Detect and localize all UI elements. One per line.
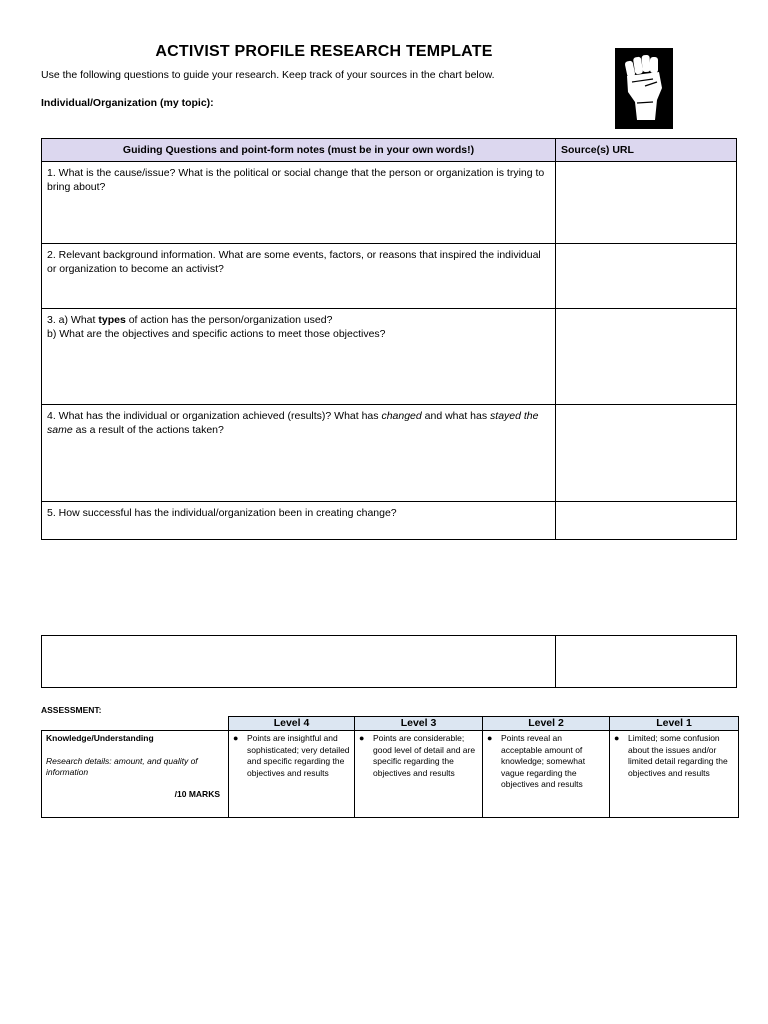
question-1-cell[interactable] [42,162,556,244]
question-2: 2. Relevant background information. What are some events, factors, or reasons that inspired the individual or organization to become an activist? [47,249,541,275]
col-header-questions: Guiding Questions and point-form notes (must be in your own words!) [42,139,556,162]
level-3-descriptor [355,731,483,818]
intro-text: Use the following questions to guide your research. Keep track of your sources in the chart below. [41,69,495,81]
level-2-descriptor [483,731,610,818]
question-4-e: as a result of the actions taken? [72,424,224,436]
page-title: ACTIVIST PROFILE RESEARCH TEMPLATE [155,43,493,60]
questions-table [41,138,737,540]
source-3-cell[interactable] [556,309,737,405]
question-3b: b) What are the objectives and specific actions to meet those objectives? [47,328,386,340]
question-5: 5. How successful has the individual/organization been in creating change? [47,507,397,519]
bullet-icon: ● [233,733,239,743]
bullet-icon: ● [614,733,620,743]
assessment-rubric [41,716,739,818]
level-4-text: Points are insightful and sophisticated; very detailed and specific regarding the objectives and results [247,733,350,778]
source-4-cell[interactable] [556,405,737,502]
question-3-cell[interactable] [42,309,556,405]
continuation-source-cell[interactable] [556,636,737,688]
level-4-header: Level 4 [229,717,355,731]
question-4-b: changed [381,410,422,422]
question-4-a: 4. What has the individual or organization achieved (results)? What has [47,410,382,422]
criterion-title: Knowledge/Understanding [46,733,154,743]
col-header-sources: Source(s) URL [556,139,737,162]
question-3a-pre: 3. a) What [47,314,99,326]
question-4-c: and what has [421,410,491,422]
question-3a-post: of action has the person/organization used? [125,314,333,326]
question-2-cell[interactable] [42,244,556,309]
rubric-corner [42,717,229,731]
level-1-text: Limited; some confusion about the issues and/or limited detail regarding the objectives and results [628,733,728,778]
criterion-subtitle: Research details: amount, and quality of information [46,755,198,777]
question-1: 1. What is the cause/issue? What is the political or social change that the person or organization is trying to bring about? [47,167,545,193]
level-2-text: Points reveal an acceptable amount of knowledge; somewhat vague regarding the objectives and results [501,733,586,789]
source-2-cell[interactable] [556,244,737,309]
level-2-header: Level 2 [483,717,610,731]
level-1-header: Level 1 [610,717,739,731]
bullet-icon: ● [487,733,493,743]
level-1-descriptor [610,731,739,818]
continuation-notes-cell[interactable] [42,636,556,688]
raised-fist-icon [615,48,673,129]
question-5-cell[interactable] [42,502,556,540]
criterion-marks: /10 MARKS [174,788,220,799]
source-5-cell[interactable] [556,502,737,540]
level-3-header: Level 3 [355,717,483,731]
criterion-cell [42,731,229,818]
assessment-label: ASSESSMENT: [41,705,102,715]
source-1-cell[interactable] [556,162,737,244]
level-3-text: Points are considerable; good level of detail and are specific regarding the objectives and results [373,733,476,778]
question-4-cell[interactable] [42,405,556,502]
question-4-d: stayed the same [47,410,539,436]
bullet-icon: ● [359,733,365,743]
level-4-descriptor [229,731,355,818]
question-3a-bold: types [98,314,126,326]
continuation-table [41,635,737,688]
topic-label: Individual/Organization (my topic): [41,97,214,109]
